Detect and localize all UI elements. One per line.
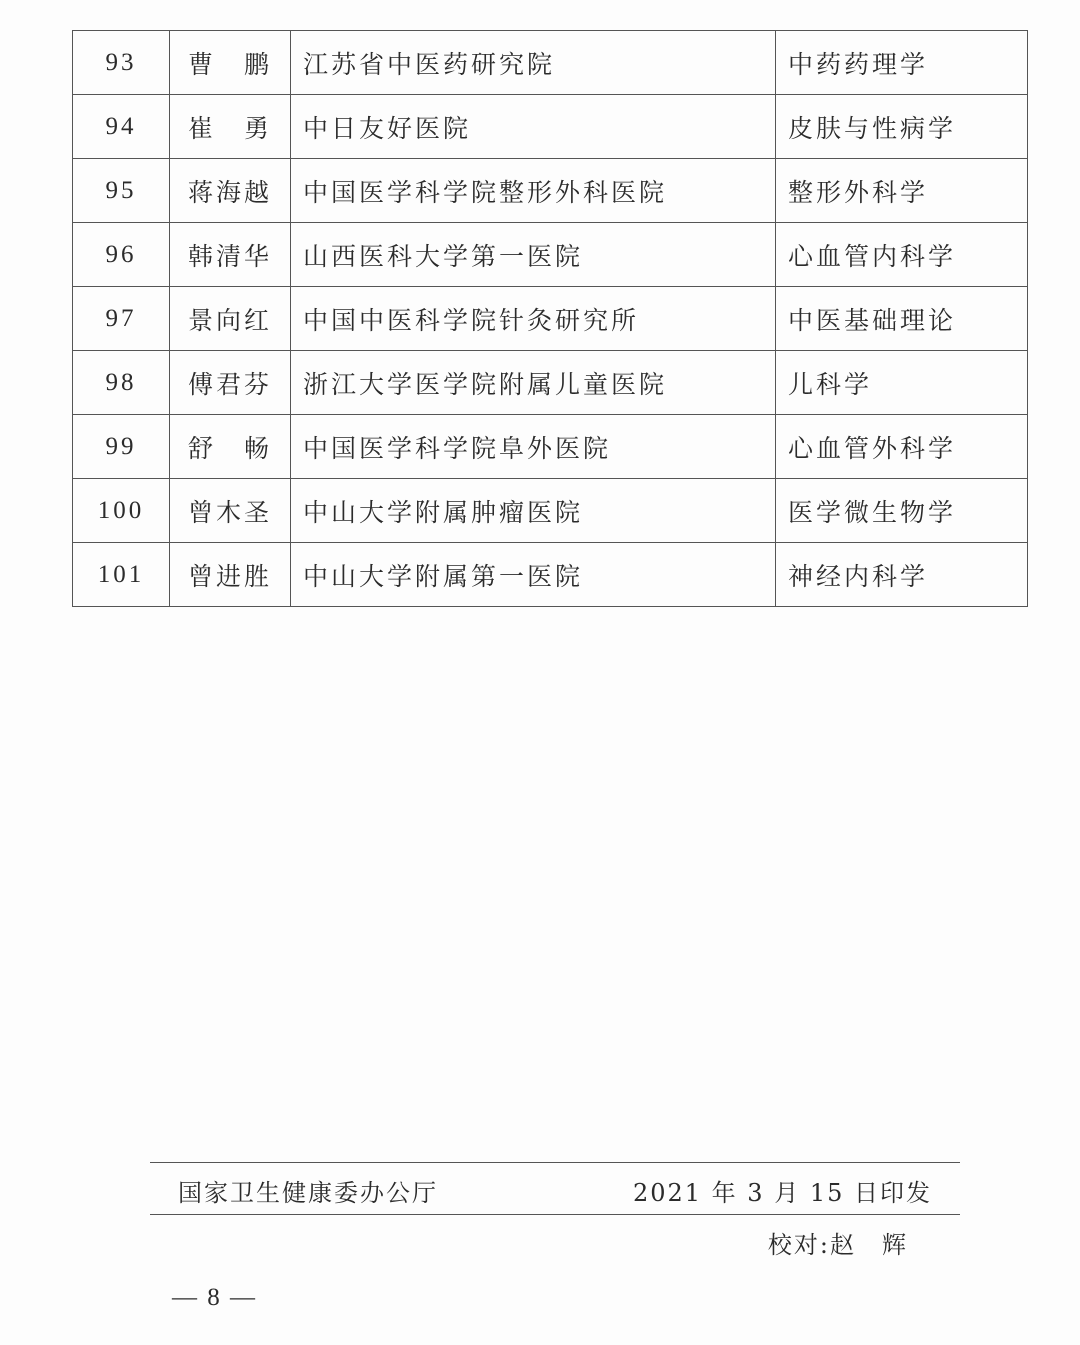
row-number: 95 [73, 159, 170, 223]
roster-table [72, 30, 1028, 607]
person-name: 傅君芬 [170, 351, 291, 415]
issue-date: 2021 年 3 月 15 日印发 [632, 1179, 932, 1207]
specialty: 神经内科学 [776, 543, 1028, 607]
table-row [73, 479, 1028, 543]
specialty: 整形外科学 [776, 159, 1028, 223]
row-number: 98 [73, 351, 170, 415]
specialty: 皮肤与性病学 [776, 95, 1028, 159]
table-row [73, 159, 1028, 223]
person-name: 蒋海越 [170, 159, 291, 223]
specialty: 医学微生物学 [776, 479, 1028, 543]
person-name: 曾木圣 [170, 479, 291, 543]
table-row [73, 415, 1028, 479]
institution: 中山大学附属肿瘤医院 [291, 479, 776, 543]
specialty: 心血管外科学 [776, 415, 1028, 479]
person-name: 景向红 [170, 287, 291, 351]
table-row [73, 223, 1028, 287]
institution: 中山大学附属第一医院 [291, 543, 776, 607]
row-number: 96 [73, 223, 170, 287]
table-row [73, 95, 1028, 159]
row-number: 99 [73, 415, 170, 479]
page-number: — 8 — [172, 1284, 257, 1311]
person-name: 韩清华 [170, 223, 291, 287]
institution: 中国中医科学院针灸研究所 [291, 287, 776, 351]
institution: 中国医学科学院整形外科医院 [291, 159, 776, 223]
proofreader: 校对:赵 辉 [767, 1231, 908, 1259]
institution: 江苏省中医药研究院 [291, 31, 776, 95]
specialty: 中医基础理论 [776, 287, 1028, 351]
person-name: 舒 畅 [170, 415, 291, 479]
person-name: 崔 勇 [170, 95, 291, 159]
footer-top-rule [150, 1162, 960, 1163]
issuing-office: 国家卫生健康委办公厅 [178, 1179, 438, 1207]
row-number: 101 [73, 543, 170, 607]
institution: 中日友好医院 [291, 95, 776, 159]
specialty: 中药药理学 [776, 31, 1028, 95]
row-number: 94 [73, 95, 170, 159]
table-row [73, 543, 1028, 607]
table-row [73, 31, 1028, 95]
table-row [73, 351, 1028, 415]
table-row [73, 287, 1028, 351]
institution: 浙江大学医学院附属儿童医院 [291, 351, 776, 415]
person-name: 曹 鹏 [170, 31, 291, 95]
institution: 山西医科大学第一医院 [291, 223, 776, 287]
footer-bottom-rule [150, 1214, 960, 1215]
specialty: 心血管内科学 [776, 223, 1028, 287]
specialty: 儿科学 [776, 351, 1028, 415]
row-number: 100 [73, 479, 170, 543]
row-number: 93 [73, 31, 170, 95]
institution: 中国医学科学院阜外医院 [291, 415, 776, 479]
person-name: 曾进胜 [170, 543, 291, 607]
roster-table-body [73, 31, 1028, 607]
row-number: 97 [73, 287, 170, 351]
